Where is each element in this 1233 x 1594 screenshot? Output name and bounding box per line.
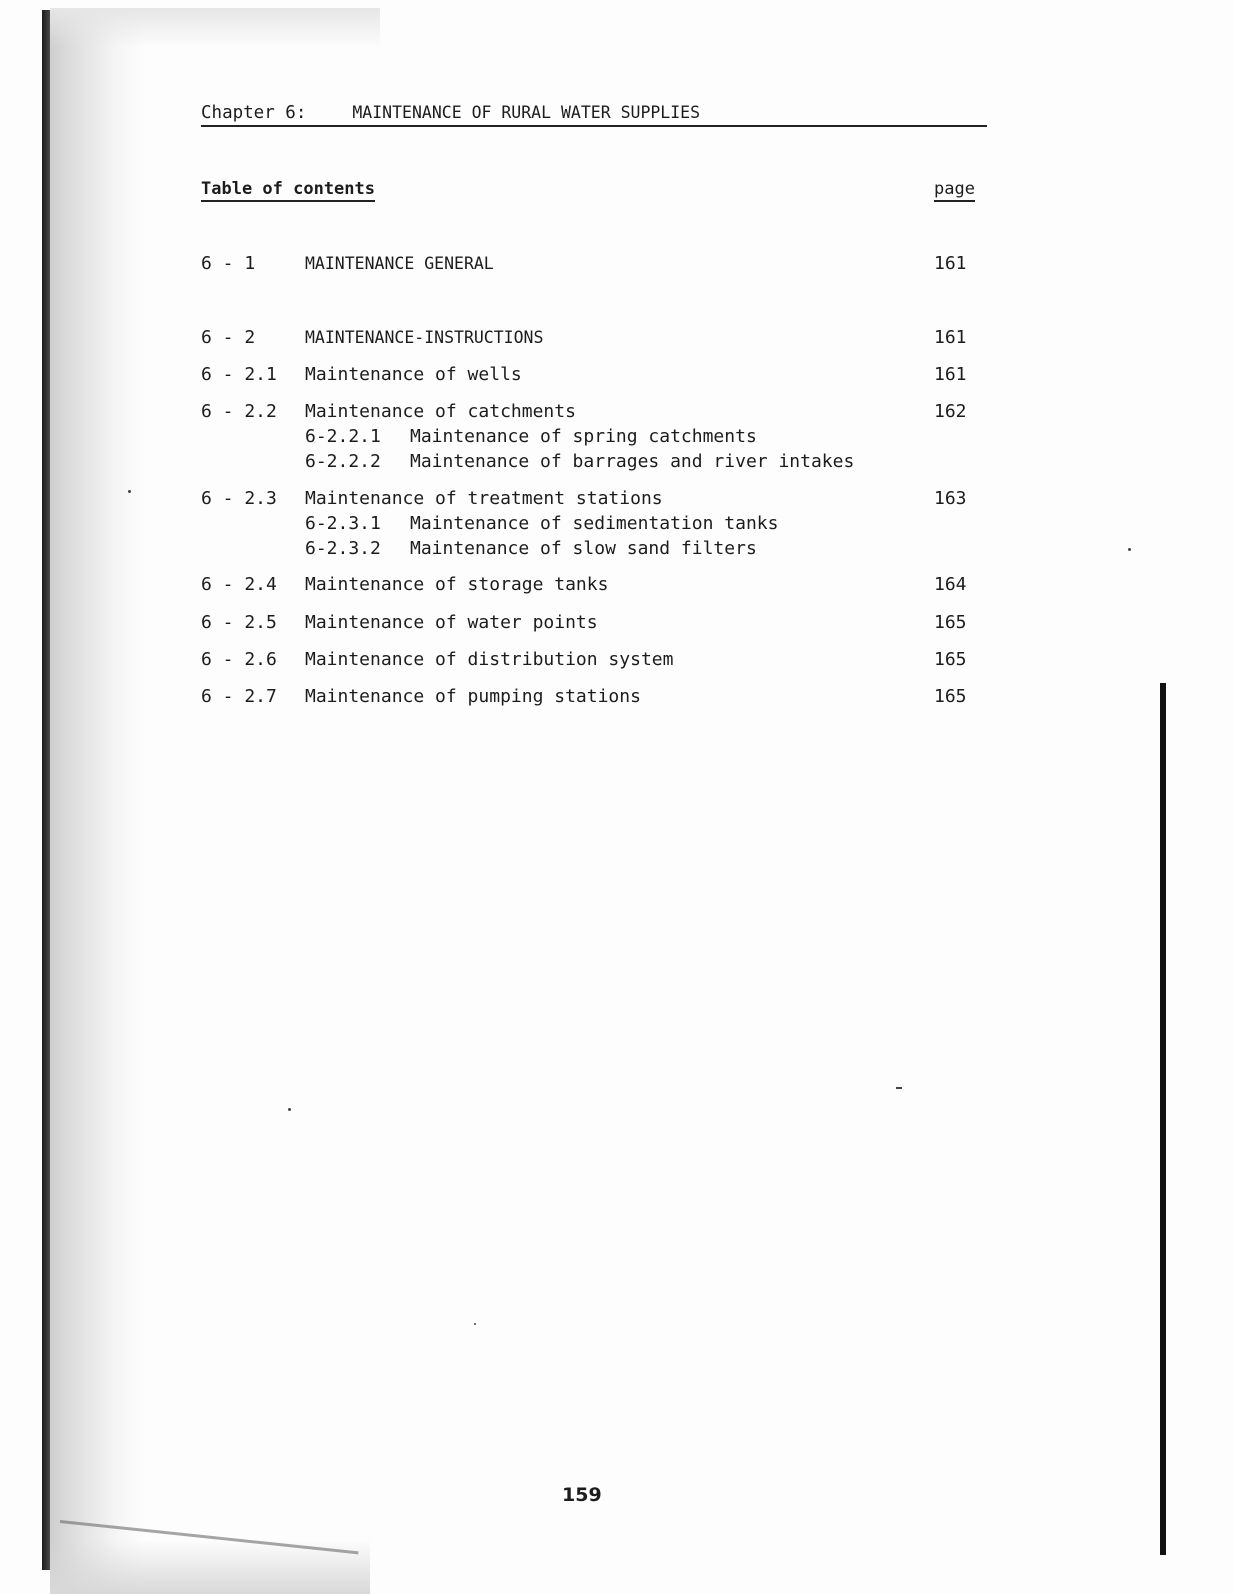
entry-title: MAINTENANCE GENERAL: [305, 254, 494, 273]
chapter-heading: [201, 101, 987, 127]
subentry-number: 6-2.2.1: [305, 426, 381, 447]
scan-speck: [128, 490, 131, 493]
entry-number: 6 - 2.4: [201, 574, 277, 595]
entry-number: 6 - 2.3: [201, 488, 277, 509]
subentry-title: Maintenance of spring catchments: [410, 426, 757, 447]
toc-subentry: [305, 537, 757, 561]
entry-page: 164: [934, 574, 967, 595]
subentry-number: 6-2.2.2: [305, 451, 381, 472]
subentry-title: Maintenance of slow sand filters: [410, 538, 757, 559]
entry-page: 161: [934, 253, 967, 274]
subentry-number: 6-2.3.1: [305, 513, 381, 534]
chapter-title: MAINTENANCE OF RURAL WATER SUPPLIES: [352, 103, 701, 122]
toc-heading: Table of contents: [201, 178, 375, 202]
entry-page: 165: [934, 686, 967, 707]
scan-speck: [896, 1087, 902, 1089]
entry-page: 162: [934, 401, 967, 422]
subentry-title: Maintenance of sedimentation tanks: [410, 513, 779, 534]
entry-title: Maintenance of distribution system: [305, 649, 674, 670]
entry-number: 6 - 2.2: [201, 401, 277, 422]
scan-speck: [1128, 548, 1131, 551]
entry-number: 6 - 2.7: [201, 686, 277, 707]
entry-title: Maintenance of treatment stations: [305, 488, 663, 509]
scan-binding-edge: [42, 10, 50, 1570]
entry-title: Maintenance of pumping stations: [305, 686, 641, 707]
subentry-title: Maintenance of barrages and river intakes: [410, 451, 855, 472]
scan-speck: [474, 1323, 476, 1325]
entry-number: 6 - 2.1: [201, 364, 277, 385]
entry-title: Maintenance of water points: [305, 612, 598, 633]
entry-page: 161: [934, 364, 967, 385]
chapter-label: Chapter 6:: [201, 103, 307, 123]
entry-page: 165: [934, 612, 967, 633]
toc-subentry: [305, 425, 757, 449]
entry-page: 165: [934, 649, 967, 670]
entry-number: 6 - 2.6: [201, 649, 277, 670]
entry-number: 6 - 2.5: [201, 612, 277, 633]
entry-page: 163: [934, 488, 967, 509]
entry-number: 6 - 2: [201, 327, 256, 348]
entry-title: Maintenance of wells: [305, 364, 522, 385]
scan-speck: [288, 1108, 291, 1111]
page-number: 159: [562, 1484, 602, 1506]
subentry-number: 6-2.3.2: [305, 538, 381, 559]
entry-title: MAINTENANCE-INSTRUCTIONS: [305, 328, 544, 347]
entry-title: Maintenance of storage tanks: [305, 574, 609, 595]
entry-title: Maintenance of catchments: [305, 401, 576, 422]
scan-right-edge: [1160, 683, 1166, 1555]
toc-subentry: [305, 450, 854, 474]
entry-number: 6 - 1: [201, 253, 256, 274]
scan-shadow: [50, 10, 145, 1594]
entry-page: 161: [934, 327, 967, 348]
scan-top-shade: [50, 8, 380, 48]
toc-subentry: [305, 512, 778, 536]
page-column-heading: page: [934, 178, 975, 202]
